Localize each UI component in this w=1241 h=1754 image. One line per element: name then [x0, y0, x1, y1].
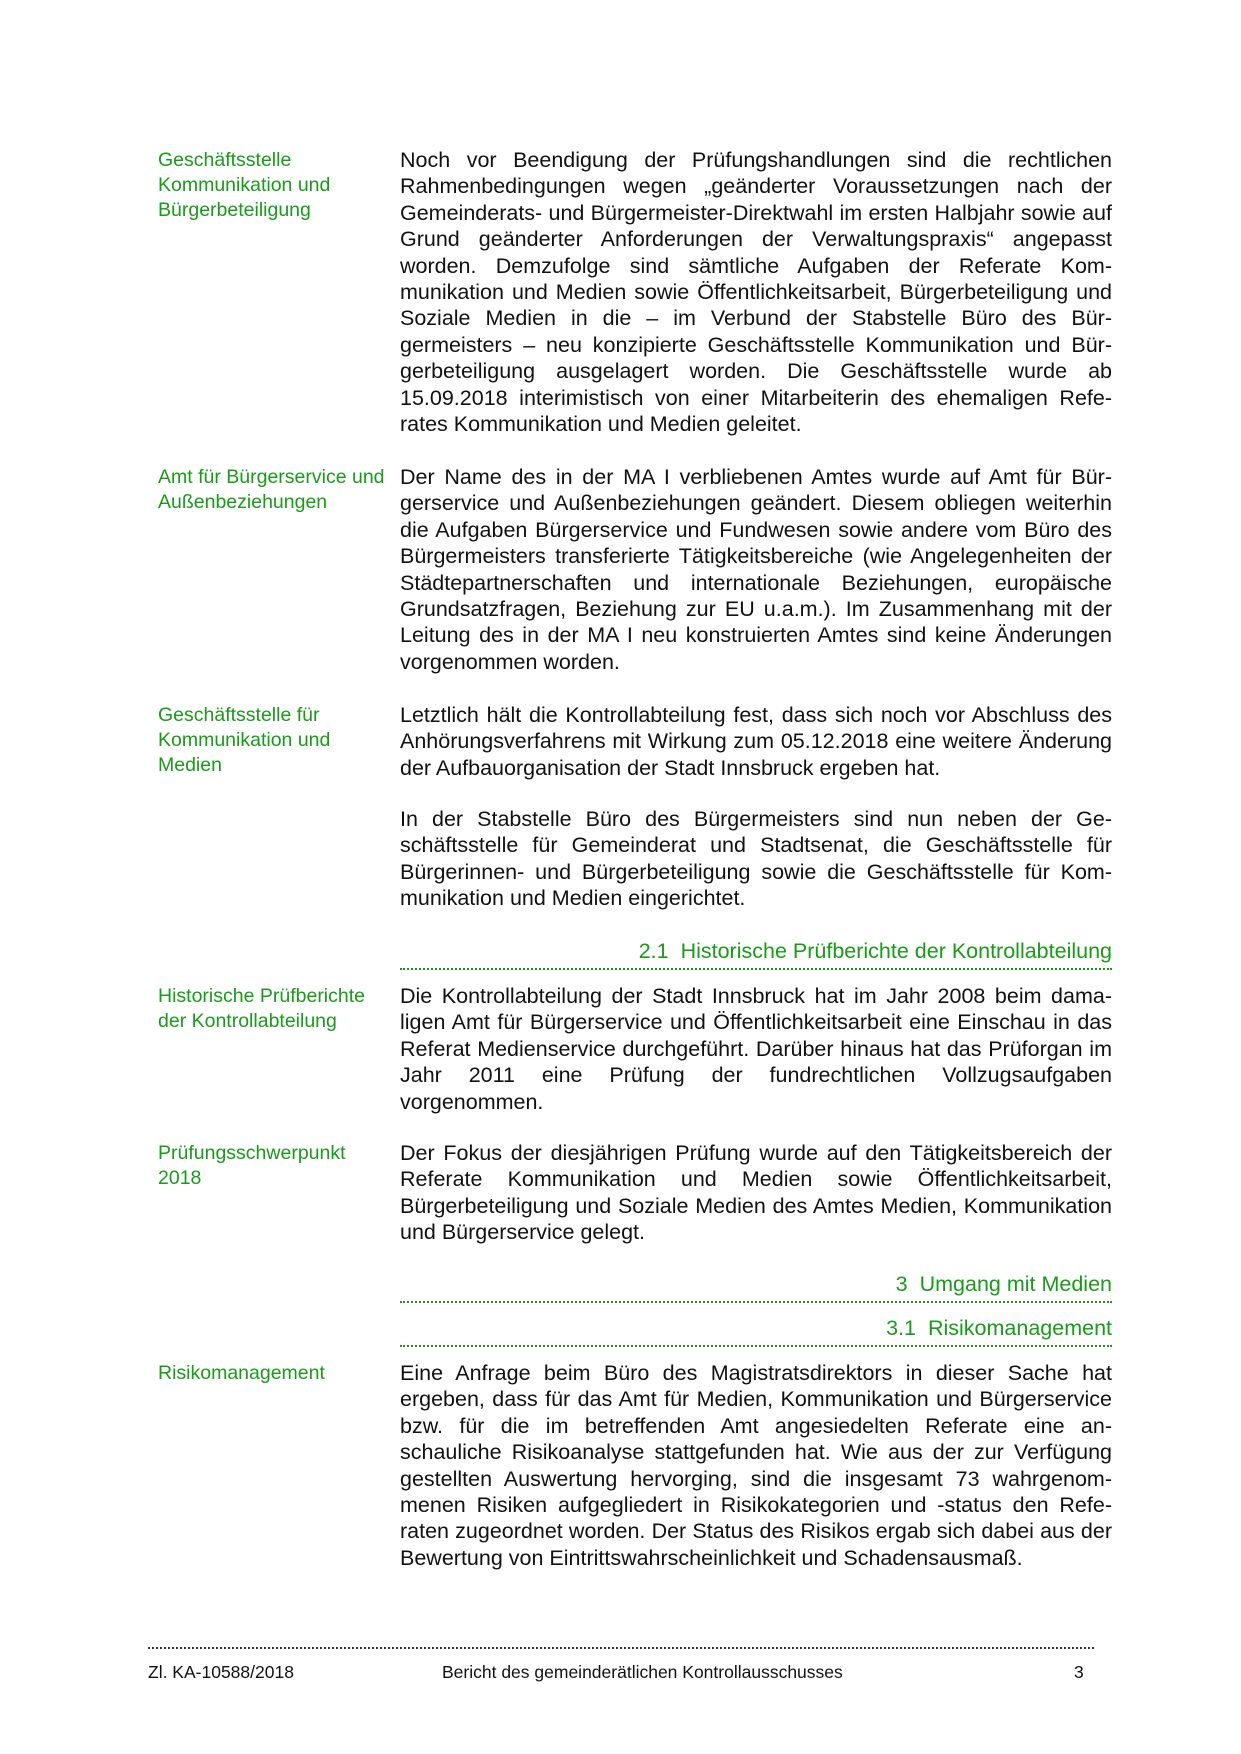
paragraph-stabstelle: In der Stabstelle Büro des Bürgermeisters sind nun neben der Geschäftsstelle für Gemeinderat und Stadtsenat, die Geschäftsstelle für Bürgerinnen- und Bürgerbeteiligung sowie die Geschäftsstelle für Kommunikation und Medien eingerichtet.	[400, 807, 1112, 911]
side-label-geschaeftsstelle-kommunikation: Geschäftsstelle Kommunikation und Bürgerbeteiligung	[158, 149, 331, 221]
side-label-geschaeftsstelle-medien: Geschäftsstelle für Kommunikation und Medien	[158, 704, 331, 776]
footer-title: Bericht des gemeinderätlichen Kontrollausschusses	[442, 1662, 843, 1682]
paragraph-rahmenbedingungen: Noch vor Beendigung der Prüfungshandlungen sind die rechtlichen Rahmenbedingungen wegen „geänderter Voraussetzungen nach der Gemeinderats- und Bürgermeister-Direktwahl im ersten Halbjahr sowie auf Grund geänderter Anforderungen der Verwaltungspraxis“ angepasst worden. Demzufolge sind sämtliche Aufgaben der Referate Kommunikation und Medien sowie Öffentlichkeitsarbeit, Bürgerbeteiligung und Soziale Medien in die – im Verbund der Stabstelle Büro des Bürgermeisters – neu konzipierte Geschäftsstelle Kommunikation und Bürgerbeteiligung ausgelagert worden. Die Geschäftsstelle wurde ab 15.09.2018 interimistisch von einer Mitarbeiterin des ehemaligen Referates Kommunikation und Medien geleitet.	[400, 148, 1112, 437]
section-title: Historische Prüfberichte der Kontrollabteilung	[680, 939, 1112, 963]
section-title: Umgang mit Medien	[919, 1272, 1112, 1296]
section-number: 3	[895, 1272, 908, 1296]
section-divider	[400, 1301, 1112, 1303]
section-heading-2-1	[400, 938, 1112, 964]
side-label-risikomanagement: Risikomanagement	[158, 1362, 325, 1384]
section-heading-3	[400, 1271, 1112, 1297]
paragraph-historie: Die Kontrollabteilung der Stadt Innsbruck hat im Jahr 2008 beim damaligen Amt für Bürgerservice und Öffentlichkeitsarbeit eine Einschau in das Referat Medienservice durchgeführt. Darüber hinaus hat das Prüforgan im Jahr 2011 eine Prüfung der fundrechtlichen Vollzugsaufgaben vorgenommen.	[400, 984, 1112, 1114]
paragraph-kontrollabteilung-fest: Letztlich hält die Kontrollabteilung fest, dass sich noch vor Abschluss des Anhörungsverfahrens mit Wirkung zum 05.12.2018 eine weitere Änderung der Aufbauorganisation der Stadt Innsbruck ergeben hat.	[400, 703, 1112, 780]
side-label-amt-buergerservice: Amt für Bürgerservice und Außenbeziehungen	[158, 466, 385, 513]
side-label-historische-pruefberichte: Historische Prüfberichte der Kontrollabteilung	[158, 985, 365, 1032]
paragraph-risikoanalyse: Eine Anfrage beim Büro des Magistratsdirektors in dieser Sache hat ergeben, dass für das Amt für Medien, Kommunikation und Bürgerservice bzw. für die im betreffenden Amt angesiedelten Referate eine anschauliche Risikoanalyse stattgefunden hat. Wie aus der zur Verfügung gestellten Auswertung hervorging, sind die insgesamt 73 wahrgenommenen Risiken aufgegliedert in Risikokategorien und -status den Referaten zugeordnet worden. Der Status des Risikos ergab sich dabei aus der Bewertung von Eintrittswahrscheinlichkeit und Schadensausmaß.	[400, 1361, 1112, 1570]
section-title: Risikomanagement	[927, 1316, 1112, 1340]
footer-reference: Zl. KA-10588/2018	[148, 1662, 294, 1682]
side-label-pruefungsschwerpunkt: Prüfungsschwerpunkt 2018	[158, 1142, 346, 1189]
paragraph-fokus: Der Fokus der diesjährigen Prüfung wurde auf den Tätigkeitsbereich der Referate Kommunikation und Medien sowie Öffentlichkeitsarbeit, Bürgerbeteiligung und Soziale Medien des Amtes Medien, Kommunikation und Bürgerservice gelegt.	[400, 1141, 1112, 1245]
footer-divider	[148, 1647, 1094, 1649]
section-divider	[400, 1345, 1112, 1347]
footer-page-number: 3	[1074, 1662, 1084, 1682]
section-number: 2.1	[638, 939, 669, 963]
section-divider	[400, 968, 1112, 970]
section-heading-3-1	[400, 1315, 1112, 1341]
paragraph-amt-name: Der Name des in der MA I verbliebenen Amtes wurde auf Amt für Bürgerservice und Außenbeziehungen geändert. Diesem obliegen weiterhin die Aufgaben Bürgerservice und Fundwesen sowie andere vom Büro des Bürgermeisters transferierte Tätigkeitsbereiche (wie Angelegenheiten der Städtepartnerschaften und internationale Beziehungen, europäische Grundsatzfragen, Beziehung zur EU u.a.m.). Im Zusammenhang mit der Leitung des in der MA I neu konstruierten Amtes sind keine Änderungen vorgenommen worden.	[400, 465, 1112, 674]
section-number: 3.1	[886, 1316, 916, 1340]
